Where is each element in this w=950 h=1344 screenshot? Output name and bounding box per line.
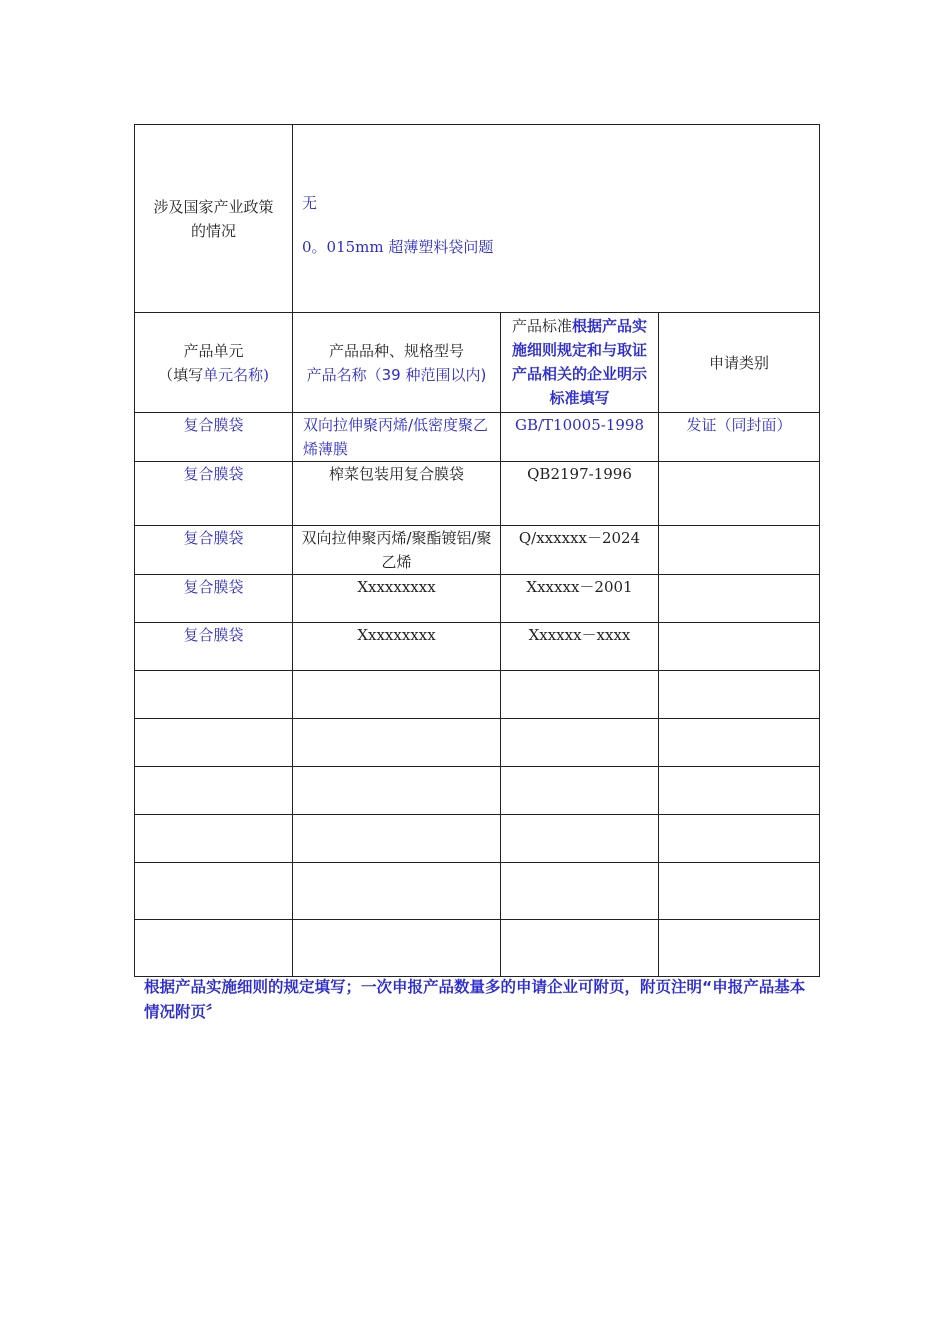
empty-cell <box>659 767 820 815</box>
standard-cell: GB/T10005-1998 <box>501 413 659 462</box>
standard-cell: Xxxxxx－xxxx <box>501 623 659 671</box>
empty-cell <box>293 815 501 863</box>
header-unit <box>135 313 293 413</box>
empty-cell <box>659 719 820 767</box>
policy-value-line1: 无 <box>302 194 318 212</box>
empty-row <box>135 719 820 767</box>
policy-label: 涉及国家产业政策的情况 <box>153 197 274 240</box>
header-unit-line2 <box>135 363 292 387</box>
variety-cell: Xxxxxxxxx <box>293 575 501 623</box>
header-variety-line1: 产品品种、规格型号 <box>328 341 464 360</box>
header-category <box>659 313 820 413</box>
header-unit-blue: 单元名称) <box>203 365 269 384</box>
table-row <box>135 462 820 526</box>
unit-cell: 复合膜袋 <box>135 623 293 671</box>
empty-cell <box>293 671 501 719</box>
header-variety-blue: 产品名称（39 种范围以内) <box>306 365 487 384</box>
header-unit-line1: 产品单元 <box>183 341 244 360</box>
empty-cell <box>293 719 501 767</box>
empty-cell <box>135 719 293 767</box>
empty-cell <box>501 719 659 767</box>
empty-cell <box>293 863 501 920</box>
empty-cell <box>659 920 820 977</box>
empty-cell <box>135 920 293 977</box>
header-standard-prefix: 产品标准 <box>511 317 572 335</box>
table-row <box>135 623 820 671</box>
standard-cell: Q/xxxxxx－2024 <box>501 526 659 575</box>
empty-row <box>135 815 820 863</box>
header-unit-prefix: （填写 <box>158 365 204 384</box>
product-info-table <box>134 124 820 977</box>
table-row <box>135 413 820 462</box>
empty-cell <box>135 671 293 719</box>
variety-cell: 榨菜包装用复合膜袋 <box>293 462 501 526</box>
unit-cell: 复合膜袋 <box>135 575 293 623</box>
empty-cell <box>135 815 293 863</box>
unit-cell: 复合膜袋 <box>135 413 293 462</box>
standard-cell: Xxxxxx－2001 <box>501 575 659 623</box>
unit-cell: 复合膜袋 <box>135 462 293 526</box>
policy-label-cell <box>135 125 293 313</box>
empty-cell <box>293 767 501 815</box>
empty-cell <box>659 863 820 920</box>
empty-cell <box>659 671 820 719</box>
empty-cell <box>659 815 820 863</box>
table-row <box>135 526 820 575</box>
empty-cell <box>135 767 293 815</box>
variety-cell: 双向拉伸聚丙烯/低密度聚乙烯薄膜 <box>293 413 501 462</box>
policy-row <box>135 125 820 313</box>
category-cell: 发证（同封面） <box>659 413 820 462</box>
category-cell <box>659 575 820 623</box>
empty-cell <box>135 863 293 920</box>
header-standard <box>501 313 659 413</box>
empty-row <box>135 671 820 719</box>
empty-cell <box>501 671 659 719</box>
header-row <box>135 313 820 413</box>
footnote: 根据产品实施细则的规定填写；一次申报产品数量多的申请企业可附页，附页注明“申报产品基本情况附页〞 <box>144 978 806 1021</box>
empty-cell <box>293 920 501 977</box>
category-cell <box>659 623 820 671</box>
policy-value-cell <box>293 125 820 313</box>
variety-cell: 双向拉伸聚丙烯/聚酯镀铝/聚乙烯 <box>293 526 501 575</box>
empty-row <box>135 767 820 815</box>
empty-cell <box>501 863 659 920</box>
table-row <box>135 575 820 623</box>
category-cell <box>659 526 820 575</box>
policy-value-line2: 0。015mm 超薄塑料袋问题 <box>302 238 494 256</box>
variety-cell: Xxxxxxxxx <box>293 623 501 671</box>
unit-cell: 复合膜袋 <box>135 526 293 575</box>
empty-row <box>135 863 820 920</box>
header-category-label: 申请类别 <box>709 353 770 372</box>
category-cell <box>659 462 820 526</box>
header-variety <box>293 313 501 413</box>
header-standard-blue: 根据产品实施细则规定和与取证产品相关的企业明示标准填写 <box>511 317 648 407</box>
empty-cell <box>501 767 659 815</box>
standard-cell: QB2197-1996 <box>501 462 659 526</box>
empty-cell <box>501 920 659 977</box>
empty-row <box>135 920 820 977</box>
empty-cell <box>501 815 659 863</box>
